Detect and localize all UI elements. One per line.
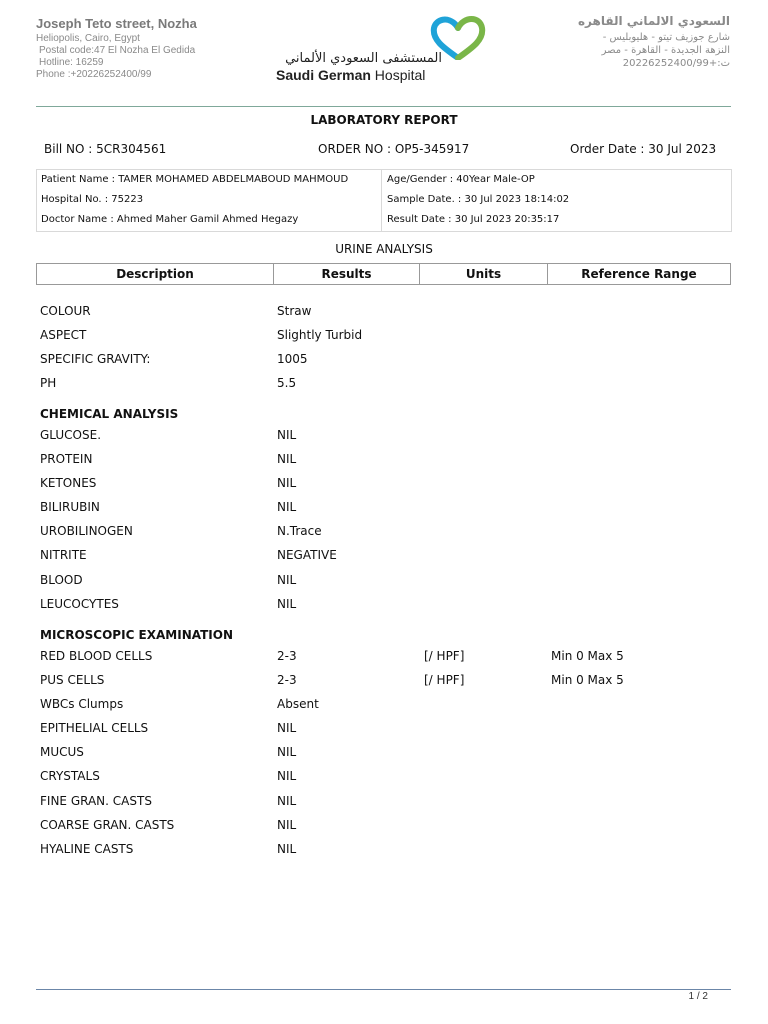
arabic-title: السعودي الالماني القاهره xyxy=(577,14,730,28)
address-phone: Phone :+20226252400/99 xyxy=(36,69,152,80)
column-header-results: Results xyxy=(274,264,420,284)
row-result: NIL xyxy=(277,721,297,735)
column-header-reference: Reference Range xyxy=(581,267,697,281)
table-row xyxy=(0,524,768,540)
footer-divider xyxy=(36,989,731,990)
row-description: LEUCOCYTES xyxy=(40,597,119,611)
table-row xyxy=(0,548,768,564)
results-table-header xyxy=(36,263,731,285)
row-unit: [/ HPF] xyxy=(424,649,465,663)
row-unit: [/ HPF] xyxy=(424,673,465,687)
row-reference: Min 0 Max 5 xyxy=(551,649,624,663)
table-row xyxy=(0,745,768,761)
report-title: LABORATORY REPORT xyxy=(310,113,458,127)
header-divider xyxy=(36,106,731,107)
microscopic-exam-heading: MICROSCOPIC EXAMINATION xyxy=(40,628,233,642)
sample-date: Sample Date. : 30 Jul 2023 18:14:02 xyxy=(387,194,570,205)
row-result: Absent xyxy=(277,697,319,711)
table-row xyxy=(0,818,768,834)
row-description: EPITHELIAL CELLS xyxy=(40,721,149,735)
row-description: COLOUR xyxy=(40,304,91,318)
page-number: 1 / 2 xyxy=(688,991,708,1002)
patient-name: Patient Name : TAMER MOHAMED ABDELMABOUD MAHMOUD xyxy=(41,174,349,185)
table-row xyxy=(0,452,768,468)
row-result: NIL xyxy=(277,794,297,808)
row-description: CRYSTALS xyxy=(40,769,100,783)
address-street: Joseph Teto street, Nozha xyxy=(36,16,197,31)
row-description: UROBILINOGEN xyxy=(40,524,133,538)
row-description: NITRITE xyxy=(40,548,87,562)
row-result: NIL xyxy=(277,428,297,442)
row-description: KETONES xyxy=(40,476,97,490)
hospital-address-en xyxy=(36,16,197,81)
row-result: NIL xyxy=(277,842,297,856)
row-description: WBCs Clumps xyxy=(40,697,124,711)
row-result: 1005 xyxy=(277,352,308,366)
table-row xyxy=(0,428,768,444)
hospital-number: Hospital No. : 75223 xyxy=(41,194,144,205)
address-city: Heliopolis, Cairo, Egypt xyxy=(36,33,140,44)
row-description: RED BLOOD CELLS xyxy=(40,649,153,663)
row-reference: Min 0 Max 5 xyxy=(551,673,624,687)
logo-english-name xyxy=(276,67,425,83)
doctor-name: Doctor Name : Ahmed Maher Gamil Ahmed Hegazy xyxy=(41,214,299,225)
patient-box-divider xyxy=(381,170,382,231)
table-row xyxy=(0,697,768,713)
row-description: COARSE GRAN. CASTS xyxy=(40,818,175,832)
table-row xyxy=(0,476,768,492)
table-row xyxy=(0,328,768,344)
row-description: ASPECT xyxy=(40,328,87,342)
row-result: NIL xyxy=(277,573,297,587)
table-row xyxy=(0,597,768,613)
table-row xyxy=(0,673,768,689)
row-result: NIL xyxy=(277,769,297,783)
row-result: 2-3 xyxy=(277,673,297,687)
row-description: BILIRUBIN xyxy=(40,500,100,514)
table-row xyxy=(0,649,768,665)
row-description: PROTEIN xyxy=(40,452,93,466)
age-gender: Age/Gender : 40Year Male-OP xyxy=(387,174,535,185)
address-postal: Postal code:47 El Nozha El Gedida xyxy=(39,45,196,56)
arabic-line1: شارع جوزيف تيتو - هليوبليس - xyxy=(602,32,730,43)
hospital-address-ar xyxy=(578,14,730,70)
logo-english-bold: Saudi German xyxy=(276,67,371,83)
chemical-analysis-heading: CHEMICAL ANALYSIS xyxy=(40,407,179,421)
row-result: N.Trace xyxy=(277,524,322,538)
row-result: NIL xyxy=(277,500,297,514)
table-row xyxy=(0,573,768,589)
order-number: ORDER NO : OP5-345917 xyxy=(318,142,470,156)
hospital-logo xyxy=(276,14,486,84)
logo-arabic-name: المستشفى السعودي الألماني xyxy=(285,51,442,66)
row-result: 2-3 xyxy=(277,649,297,663)
column-header-units: Units xyxy=(420,264,548,284)
table-row xyxy=(0,376,768,392)
logo-english-light: Hospital xyxy=(370,67,426,83)
row-description: BLOOD xyxy=(40,573,83,587)
order-date: Order Date : 30 Jul 2023 xyxy=(570,142,717,156)
row-result: Slightly Turbid xyxy=(277,328,363,342)
row-result: NEGATIVE xyxy=(277,548,337,562)
table-row xyxy=(0,352,768,368)
row-result: NIL xyxy=(277,597,297,611)
row-result: NIL xyxy=(277,818,297,832)
arabic-line2: النزهة الجديدة - القاهرة - مصر xyxy=(601,45,730,56)
table-row xyxy=(0,500,768,516)
row-result: NIL xyxy=(277,476,297,490)
table-row xyxy=(0,794,768,810)
result-date: Result Date : 30 Jul 2023 20:35:17 xyxy=(387,214,560,225)
column-header-description: Description xyxy=(37,264,274,284)
row-result: NIL xyxy=(277,745,297,759)
test-section-title: URINE ANALYSIS xyxy=(335,242,433,256)
row-description: FINE GRAN. CASTS xyxy=(40,794,152,808)
table-row xyxy=(0,769,768,785)
row-description: SPECIFIC GRAVITY: xyxy=(40,352,151,366)
table-row xyxy=(0,304,768,320)
row-result: 5.5 xyxy=(277,376,297,390)
table-row xyxy=(0,721,768,737)
row-description: GLUCOSE. xyxy=(40,428,102,442)
row-result: NIL xyxy=(277,452,297,466)
bill-number: Bill NO : 5CR304561 xyxy=(44,142,167,156)
address-hotline: Hotline: 16259 xyxy=(39,57,104,68)
arabic-phone: ت:+20226252400/99 xyxy=(622,58,730,69)
table-row xyxy=(0,842,768,858)
row-description: MUCUS xyxy=(40,745,84,759)
patient-info-box xyxy=(36,169,732,232)
row-description: PUS CELLS xyxy=(40,673,105,687)
row-description: HYALINE CASTS xyxy=(40,842,134,856)
row-description: PH xyxy=(40,376,57,390)
row-result: Straw xyxy=(277,304,312,318)
